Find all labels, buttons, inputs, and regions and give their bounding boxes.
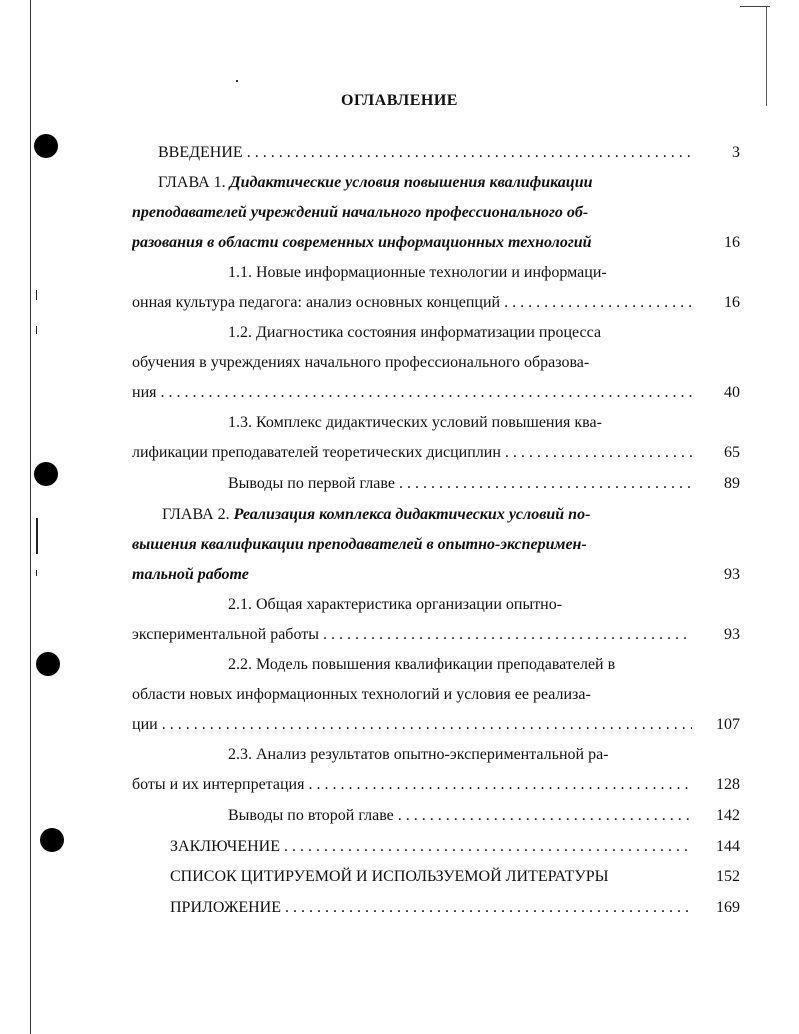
leader-dots — [504, 292, 692, 314]
scan-mark — [36, 326, 37, 334]
toc-label: 1.3. Комплекс дидактических условий повышения ква- — [228, 414, 602, 431]
toc-entry-conclusions-1[interactable] — [228, 473, 692, 495]
toc-page-number: 93 — [724, 566, 740, 583]
toc-page-number: 144 — [716, 838, 740, 855]
leader-dots — [308, 774, 692, 796]
toc-page-number: 16 — [724, 294, 740, 311]
toc-line — [132, 774, 692, 796]
toc-line — [132, 534, 692, 556]
toc-entry-appendix[interactable] — [170, 897, 692, 919]
leader-dots — [285, 897, 692, 919]
toc-entry-conclusions-2[interactable] — [228, 805, 692, 827]
toc-line — [132, 684, 692, 706]
toc-page-number: 93 — [724, 626, 740, 643]
toc-entry-references[interactable] — [170, 866, 700, 888]
toc-label: обучения в учреждениях начального профессионального образова- — [132, 354, 590, 371]
toc-label: 2.1. Общая характеристика организации опытно- — [228, 596, 563, 613]
scan-edge-right — [766, 6, 767, 106]
scan-mark — [36, 518, 38, 554]
toc-label: 1.2. Диагностика состояния информатизации процесса — [228, 324, 602, 341]
leader-dots — [398, 805, 692, 827]
toc-label: лификации преподавателей теоретических дисциплин — [132, 444, 501, 461]
toc-page-number: 65 — [724, 444, 740, 461]
toc-entry-1-3[interactable] — [228, 412, 692, 434]
chapter-title: вышения квалификации преподавателей в опытно-эксперимен- — [132, 536, 587, 553]
chapter-prefix: ГЛАВА 1. — [158, 174, 230, 191]
punch-hole — [40, 828, 64, 852]
leader-dots — [160, 382, 692, 404]
punch-hole — [34, 462, 58, 486]
toc-entry-conclusion[interactable] — [170, 836, 692, 858]
leader-dots — [162, 714, 692, 736]
toc-entry-2-1[interactable] — [228, 594, 692, 616]
toc-label: экспериментальной работы — [132, 626, 319, 643]
leader-dots — [284, 836, 692, 858]
toc-line — [132, 624, 692, 646]
scan-edge-left — [30, 0, 31, 1034]
chapter-title: тальной работе — [132, 566, 249, 583]
toc-entry-1-1[interactable] — [228, 262, 692, 284]
toc-label: СПИСОК ЦИТИРУЕМОЙ И ИСПОЛЬЗУЕМОЙ ЛИТЕРАТУРЫ — [170, 868, 609, 885]
chapter-title: преподавателей учреждений начального профессионального об- — [132, 204, 589, 221]
toc-page-number: 89 — [724, 475, 740, 492]
leader-dots — [399, 473, 692, 495]
punch-hole — [36, 652, 60, 676]
punch-hole — [34, 134, 58, 158]
toc-label: ПРИЛОЖЕНИЕ — [170, 899, 282, 916]
toc-line — [132, 382, 692, 404]
leader-dots — [247, 142, 692, 164]
toc-line — [132, 714, 692, 736]
toc-label: Выводы по первой главе — [228, 475, 395, 492]
toc-label: 2.3. Анализ результатов опытно-экспериментальной ра- — [228, 746, 609, 763]
toc-label: 1.1. Новые информационные технологии и информаци- — [228, 264, 607, 281]
page-title: ОГЛАВЛЕНИЕ — [341, 92, 458, 109]
toc-label: ции — [132, 716, 158, 733]
chapter-prefix: ГЛАВА 2. — [162, 506, 234, 523]
toc-page-number: 40 — [724, 384, 740, 401]
toc-line — [132, 232, 692, 254]
toc-page-number: 142 — [716, 807, 740, 824]
toc-entry-1-2[interactable] — [228, 322, 692, 344]
toc-page-number: 152 — [716, 868, 740, 885]
toc-page-number: 128 — [716, 776, 740, 793]
toc-entry-intro[interactable] — [158, 142, 692, 164]
toc-line — [132, 292, 692, 314]
scan-mark — [36, 570, 37, 576]
toc-entry-2-2[interactable] — [228, 654, 698, 676]
toc-line — [132, 442, 692, 464]
toc-line — [132, 202, 692, 224]
toc-label: ния — [132, 384, 157, 401]
toc-label: Выводы по второй главе — [228, 807, 394, 824]
toc-page-number: 16 — [724, 234, 740, 251]
toc-page-number: 107 — [716, 716, 740, 733]
scan-speck — [236, 80, 238, 82]
leader-dots — [323, 624, 692, 646]
toc-label: ЗАКЛЮЧЕНИЕ — [170, 838, 280, 855]
toc-label: боты и их интерпретация — [132, 776, 305, 793]
toc-line — [132, 352, 692, 374]
chapter-title: разования в области современных информационных технологий — [132, 234, 592, 251]
toc-label: ВВЕДЕНИЕ — [158, 144, 243, 161]
toc-entry-chapter-2[interactable] — [162, 504, 684, 526]
toc-page-number: 169 — [716, 899, 740, 916]
chapter-title: Реализация комплекса дидактических условий по- — [233, 506, 591, 523]
chapter-title: Дидактические условия повышения квалификации — [229, 174, 593, 191]
toc-entry-chapter-1[interactable] — [158, 172, 692, 194]
toc-page-number: 3 — [732, 144, 740, 161]
toc-entry-2-3[interactable] — [228, 744, 692, 766]
leader-dots — [505, 442, 692, 464]
toc-line — [132, 564, 692, 586]
toc-label: 2.2. Модель повышения квалификации преподавателей в — [228, 656, 616, 673]
toc-label: области новых информационных технологий и условия ее реализа- — [132, 686, 591, 703]
toc-label: онная культура педагога: анализ основных концепций — [132, 294, 501, 311]
scan-mark — [36, 290, 37, 300]
